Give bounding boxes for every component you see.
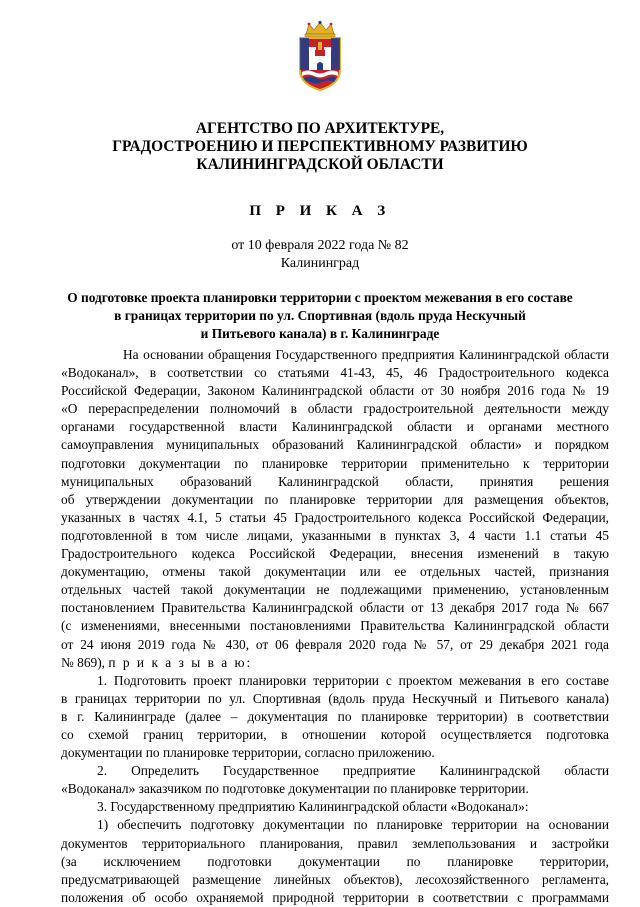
subject-line: в границах территории по ул. Спортивная (вдоль пруда Нескучный bbox=[114, 308, 526, 323]
body-line: 1. Подготовить проект планировки территории с проектом межевания в его составе bbox=[97, 672, 609, 688]
body-line: постановлением Правительства Калининградской области от 13 декабря 2017 года № 667 bbox=[61, 600, 609, 616]
order-subject bbox=[60, 289, 580, 343]
body-line: документов территориального планирования, правил землепользования и застройки bbox=[61, 835, 609, 851]
body-line: подготовленной в том числе лицами, указанными в пунктах 3, 4 части 1.1 статьи 45 bbox=[61, 527, 609, 543]
body-line: муниципальных образований Калининградской области, принятия решения bbox=[61, 473, 609, 489]
body-line: Российской Федерации, Законом Калининградской области от 30 ноября 2016 года № 19 bbox=[61, 383, 609, 399]
body-line: 1) обеспечить подготовку документации по планировке территории на основании bbox=[97, 817, 609, 833]
body-line: 3. Государственному предприятию Калининградской области «Водоканал»: bbox=[97, 799, 529, 815]
kaliningrad-coat-of-arms-icon bbox=[296, 20, 344, 92]
body-line: (за исключением подготовки документации по планировке территории, bbox=[61, 853, 609, 869]
agency-name-line: КАЛИНИНГРАДСКОЙ ОБЛАСТИ bbox=[196, 156, 444, 173]
body-line: органами государственной власти Калининградской области и органами местного bbox=[61, 419, 609, 435]
body-line: отдельных частей такой документации не подлежащими применению, установленным bbox=[61, 582, 609, 598]
order-decree-word: п р и к а з ы в а ю: bbox=[108, 654, 253, 670]
body-line: «О перераспределении полномочий в области градостроительной деятельности между bbox=[61, 401, 609, 417]
body-line: На основании обращения Государственного предприятия Калининградской области bbox=[123, 347, 609, 362]
body-line: подготовки документации по планировке территории применительно к территории bbox=[61, 455, 609, 471]
order-city: Калининград bbox=[280, 256, 360, 271]
order-title: П Р И К А З bbox=[249, 203, 391, 219]
body-line: Градостроительного кодекса Российской Федерации, внесения изменений в такую bbox=[61, 546, 609, 562]
subject-line: и Питьевого канала) в г. Калининграде bbox=[200, 326, 440, 341]
body-line: документацию, отмены такой документации или ее отдельных частей, признания bbox=[61, 564, 609, 580]
order-meta bbox=[60, 237, 580, 273]
body-line: «Водоканал» заказчиком по подготовке документации по планировке территории. bbox=[61, 781, 529, 797]
body-line: положения об особо охраняемой природной территории в соответствии с программами bbox=[61, 889, 609, 905]
agency-name-line: АГЕНТСТВО ПО АРХИТЕКТУРЕ, bbox=[195, 120, 445, 137]
order-date-number: от 10 февраля 2022 года № 82 bbox=[231, 238, 409, 253]
body-line: от 24 июня 2019 года № 430, от 06 февраля 2020 года № 57, от 29 декабря 2021 года bbox=[61, 636, 609, 652]
body-line: документации по планировке территории, согласно приложению. bbox=[61, 745, 435, 761]
body-line: «Водоканал», в соответствии со статьями 41-43, 45, 46 Градостроительного кодекса bbox=[61, 365, 609, 381]
agency-name bbox=[60, 120, 580, 174]
body-line: самоуправления муниципальных образований Калининградской области» и порядком bbox=[61, 437, 609, 453]
body-line bbox=[61, 654, 609, 672]
order-body bbox=[61, 346, 609, 907]
body-line: в границах территории по ул. Спортивная (вдоль пруда Нескучный и Питьевого канала) bbox=[61, 690, 609, 706]
subject-line: О подготовке проекта планировки территории с проектом межевания в его составе bbox=[67, 290, 573, 305]
body-line: об утверждении документации по планировке территории для размещения объектов, bbox=[61, 491, 609, 507]
body-line: (с изменениями, внесенными постановлениями Правительства Калининградской области bbox=[61, 618, 609, 634]
body-line-prefix: № 869), bbox=[61, 654, 109, 670]
body-line: со схемой границ территории, в отношении которой осуществляется подготовка bbox=[61, 726, 609, 742]
agency-name-line: ГРАДОСТРОЕНИЮ И ПЕРСПЕКТИВНОМУ РАЗВИТИЮ bbox=[112, 138, 528, 155]
body-line: в г. Калининграде (далее – документация по планировке территории) в соответствии bbox=[61, 708, 609, 724]
body-line: указанных в частях 4.1, 5 статьи 45 Градостроительного кодекса Российской Федерации, bbox=[61, 509, 609, 525]
body-line: предусматривающей размещение линейных объектов), лесохозяйственного регламента, bbox=[61, 871, 609, 887]
body-line: 2. Определить Государственное предприятие Калининградской области bbox=[97, 763, 609, 779]
